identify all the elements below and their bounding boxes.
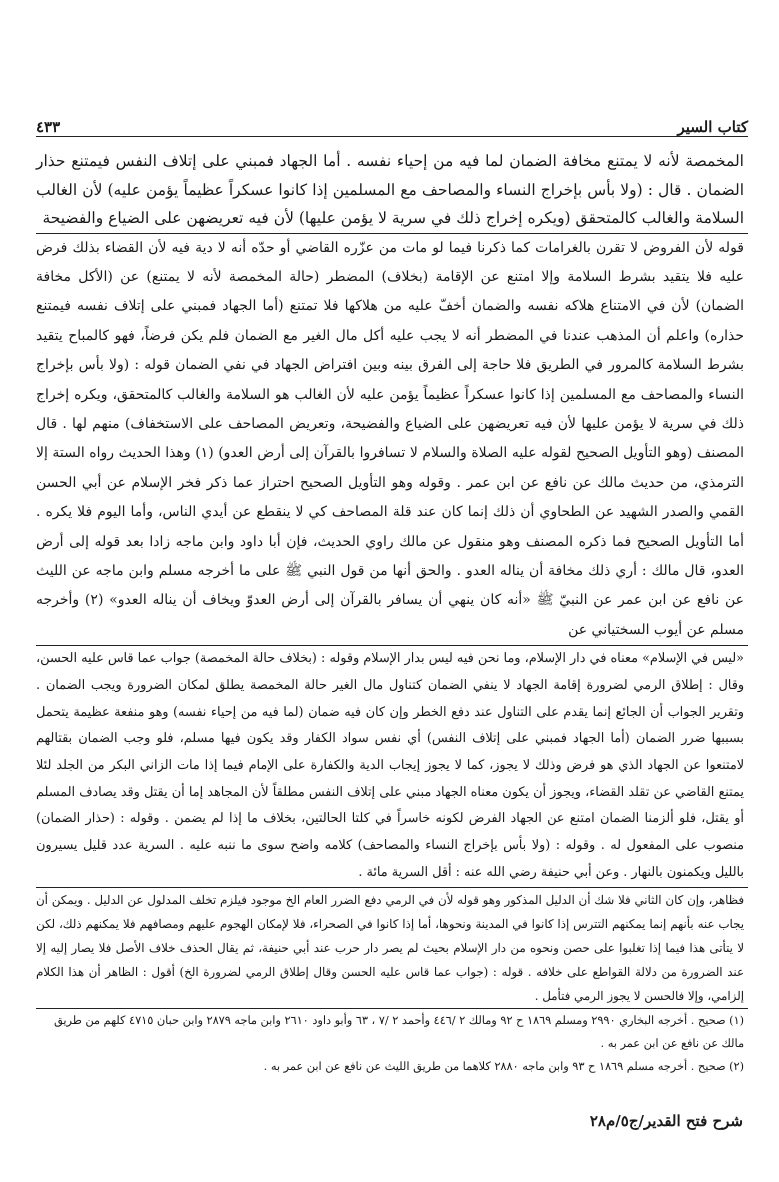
running-title: كتاب السير xyxy=(677,118,748,136)
page-number: ٤٣٣ xyxy=(36,118,61,136)
footnote: (١) صحيح . أخرجه البخاري ٢٩٩٠ ومسلم ١٨٦٩ ح ٩٢ ومالك ٢ /٤٤٦ وأحمد ٢ /٧ ، ٦٣ وأبو داود ٢٦١٠ وابن ماجه ٢٨٧٩ وابن حبان ٤٧١٥ كلهم من طريق مالك عن نافع عن ابن عمر به . xyxy=(53,1013,744,1050)
inayah-commentary: «ليس في الإسلام» معناه في دار الإسلام، وما نحن فيه ليس بدار الإسلام وقوله : (بخلاف حالة المخمصة) جواب عما قاس عليه الحسن، وقال : إطلاق الرمي لضرورة إقامة الجهاد لا ينفي الضمان كتناول مال الغير حالة المخمصة يطلق لمكان الضرورة ويجب الضمان . وتقرير الجواب أن الجائع إنما يقدم على التناول عند دفع الخطر وإن كان فيه ضمان (لما فيه من إحياء نفسه) وهو منفعة عظيمة يتحمل بسببها ضرر الضمان (أما الجهاد فمبني على إتلاف النفس) أي نفس سواد الكفار وقد يكون فيها مسلم، فلو وجب الضمان بقتالهم لامتنعوا عن الجهاد الذي هو فرض وذلك لا يجوز، كما لا يجوز إيجاب الدية والكفارة على الإمام فيما إذا مات الزاني البكر من الجلد لئلا يمتنع القاضي عن تقلد القضاء، ويجوز أن يكون معناه الجهاد مبني على إتلاف النفس مطلقاً لأن المجاهد إما أن يقتل وقد يصادف المسلم أو يقتل، فلو ألزمنا الضمان امتنع عن الجهاد الفرض لكونه خاسراً في كلتا الحالتين، بخلاف ما إذا لم يضمن . وقوله : (حذار الضمان) منصوب على المفعول له . وقوله : (ولا بأس بإخراج النساء والمصاحف) كلامه واضح سوى ما ننبه عليه . السرية عدد قليل يسيرون بالليل ويكمنون بالنهار . وعن أبي حنيفة رضي الله عنه : أقل السرية مائة . xyxy=(36,651,744,880)
sharh-commentary: قوله لأن الفروض لا تقرن بالغرامات كما ذكرنا فيما لو مات من عزّره القاضي أو حدّه أنه لا دية فيه لأن القضاء بذلك فرض عليه فلا يتقيد بشرط السلامة وإلا امتنع عن الإقامة (بخلاف) المضطر (حالة المخمصة لأنه لا يمتنع) عن (الأكل مخافة الضمان) لأن في الامتناع هلاكه نفسه والضمان أخفّ عليه من هلاكها فلا تمتنع (أما الجهاد فمبني على إتلاف نفسه فيمتنع حذاره) واعلم أن المذهب عندنا في المضطر أنه لا يجب عليه أكل مال الغير مع الضمان فلم يكن فرضاً، فهو كالمباح يتقيد بشرط السلامة كالمرور في الطريق فلا حاجة إلى الفرق بينه وبين افتراض الجهاد في نفي الضمان قوله : (ولا بأس بإخراج النساء والمصاحف مع المسلمين إذا كانوا عسكراً عظيماً يؤمن عليه لأن الغالب هو السلامة والغالب كالمتحقق، ويكره إخراج ذلك في سرية لا يؤمن عليها لأن فيه تعريضهن على الضياع والفضيحة، وتعريض المصاحف على الاستخفاف) منهم لها . قال المصنف (وهو التأويل الصحيح لقوله عليه الصلاة والسلام لا تسافروا بالقرآن إلى أرض العدو) (١) وهذا الحديث رواه الستة إلا الترمذي، من حديث مالك عن نافع عن ابن عمر . وقوله وهو التأويل الصحيح احتراز عما ذكر فخر الإسلام عن أبي الحسن القمي والصدر الشهيد عن الطحاوي أن ذلك إنما كان عند قلة المصاحف كي لا ينقطع عن أيدي الناس، وأما اليوم فلا يكره . أما التأويل الصحيح فما ذكره المصنف وهو منقول عن مالك راوي الحديث، فإن أبا داود وابن ماجه زادا بعد قوله إلى أرض العدو، قال مالك : أري ذلك مخافة أن يناله العدو . والحق أنها من قول النبي ﷺ على ما أخرجه مسلم وابن ماجه عن الليث عن نافع عن ابن عمر عن النبيّ ﷺ «أنه كان ينهي أن يسافر بالقرآن إلى أرض العدوّ ويخاف أن يناله العدو» (٢) وأخرجه مسلم عن أيوب السختياني عن xyxy=(36,239,744,638)
page-header xyxy=(36,108,748,137)
footnotes xyxy=(36,1009,748,1078)
page-footer: شرح فتح القدير/ج٥/م٢٨ xyxy=(589,1112,743,1130)
page-body xyxy=(36,108,748,1078)
hashiya-commentary: فظاهر، وإن كان الثاني فلا شك أن الدليل المذكور وهو قوله لأن في الرمي دفع الضرر العام الخ موجود فيلزم تخلف المدلول عن الدليل . ويمكن أن يجاب عنه بأنهم إنما يمكنهم التترس إذا كانوا في المدينة ونحوها، أما إذا كانوا في الصحراء، فلا لإمكان الهجوم عليهم ومصافهم فلا يمكنهم ذلك، لكن لا يتأتى هذا فيما إذا تغلبوا على حصن ونحوه من دار الإسلام بحيث لم يصر دار حرب عند أبي حنيفة، ثم يقال الحذف خلاف الأصل فلا يصار إليه إلا عند الضرورة من دلالة القواطع على خلافه . قوله : (جواب عما قاس عليه الحسن وقال إطلاق الرمي لضرورة الخ) أقول : الظاهر أن هذا الكلام إلزامي، وإلا فالحسن لا يجوز الرمي فتأمل . xyxy=(36,892,744,1003)
matn-text: المخمصة لأنه لا يمتنع مخافة الضمان لما فيه من إحياء نفسه . أما الجهاد فمبني على إتلاف النفس فيمتنع حذار الضمان . قال : (ولا بأس بإخراج النساء والمصاحف مع المسلمين إذا كانوا عسكراً عظيماً يؤمن عليه) لأن الغالب السلامة والغالب كالمتحقق (ويكره إخراج ذلك في سرية لا يؤمن عليها) لأن فيه تعريضهن على الضياع والفضيحة xyxy=(36,152,744,227)
footnote: (٢) صحيح . أخرجه مسلم ١٨٦٩ ح ٩٣ وابن ماجه ٢٨٨٠ كلاهما من طريق الليث عن نافع عن ابن عمر به . xyxy=(263,1059,744,1073)
